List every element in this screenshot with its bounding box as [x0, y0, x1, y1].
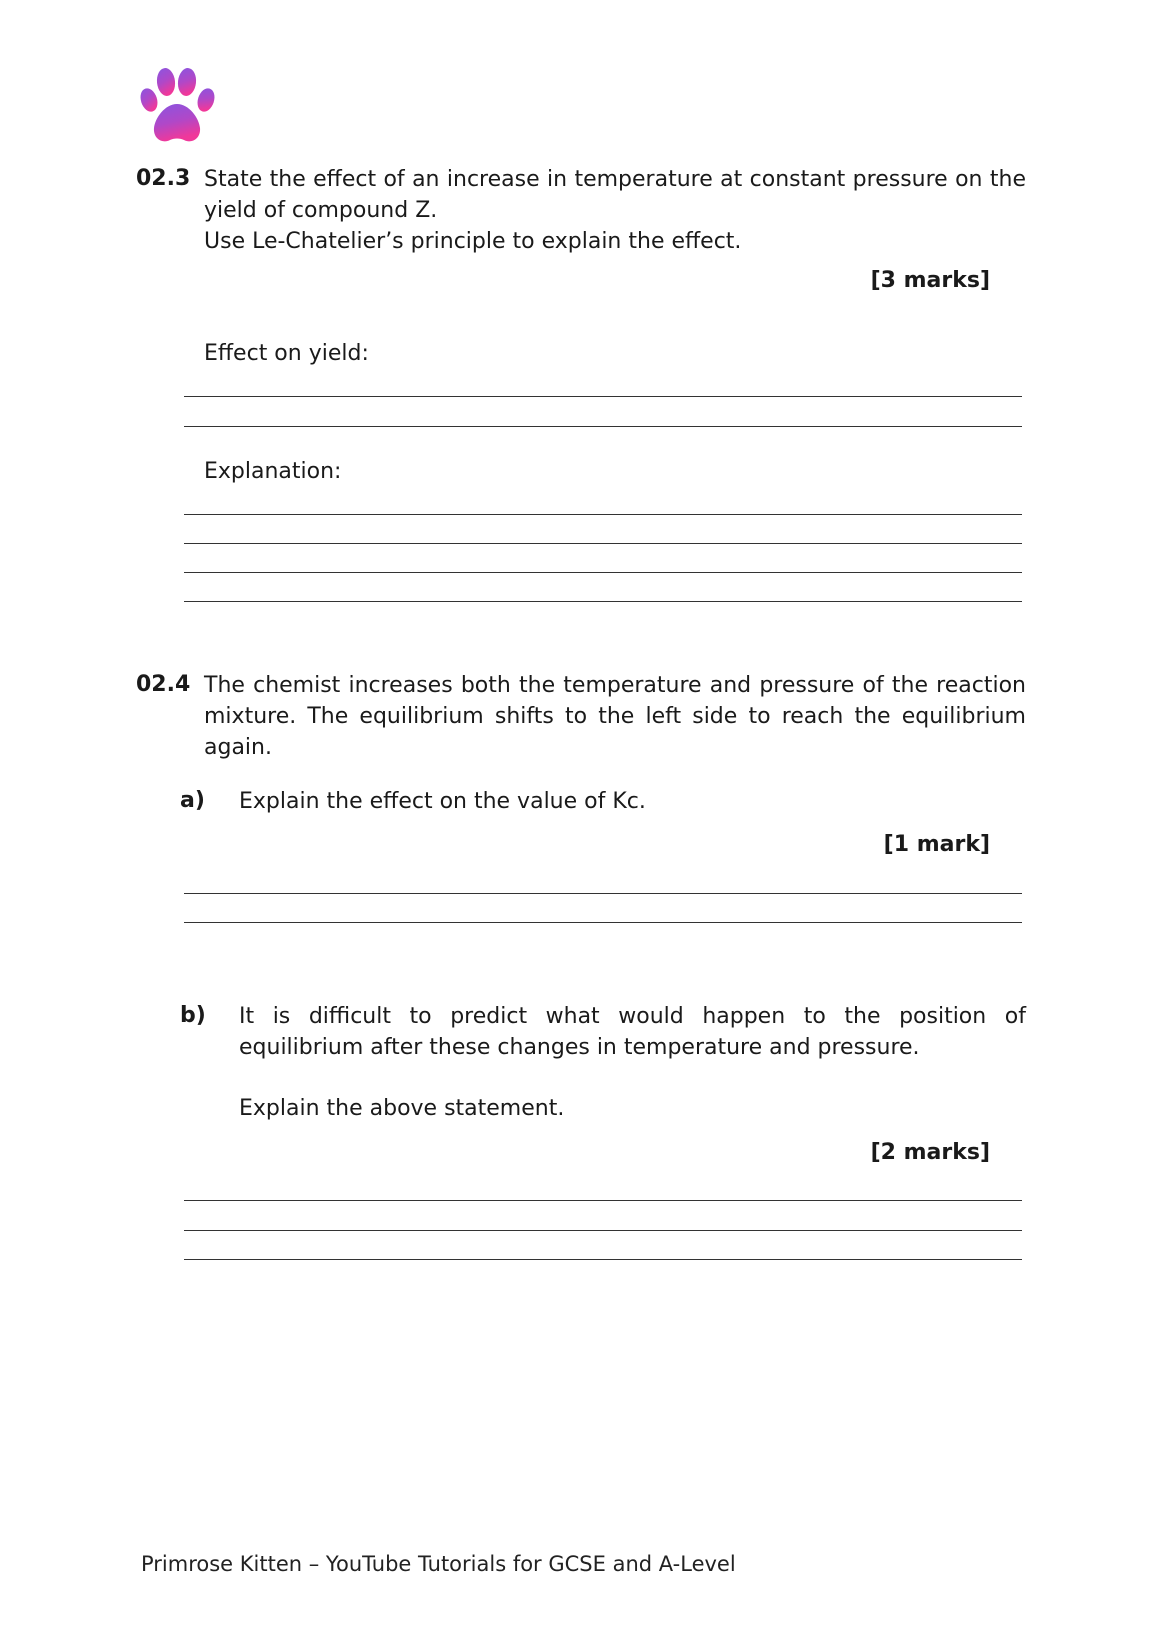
answer-line[interactable]	[184, 572, 1022, 573]
answer-line[interactable]	[184, 1200, 1022, 1201]
answer-line[interactable]	[184, 893, 1022, 894]
question-02-4-text: The chemist increases both the temperature and pressure of the reaction mixture. The equilibrium shifts to the left side to reach the equilibrium again.	[204, 673, 1026, 760]
answer-line[interactable]	[184, 1259, 1022, 1260]
marks-02-4-b: [2 marks]	[870, 1140, 990, 1165]
part-a-letter: a)	[180, 788, 205, 813]
page-footer: Primrose Kitten – YouTube Tutorials for GCSE and A-Level	[141, 1552, 736, 1576]
marks-02-4-a: [1 mark]	[883, 832, 990, 857]
explanation-label: Explanation:	[204, 459, 342, 484]
answer-line[interactable]	[184, 1230, 1022, 1231]
answer-line[interactable]	[184, 396, 1022, 397]
question-number-02-3: 02.3	[136, 166, 191, 191]
part-a-text: Explain the effect on the value of Kc.	[239, 789, 646, 814]
marks-02-3: [3 marks]	[870, 268, 990, 293]
answer-line[interactable]	[184, 426, 1022, 427]
answer-line[interactable]	[184, 922, 1022, 923]
effect-on-yield-label: Effect on yield:	[204, 341, 369, 366]
part-b-text: It is difficult to predict what would happen to the position of equilibrium after these changes in temperature and pressure.	[239, 1004, 1026, 1060]
answer-line[interactable]	[184, 601, 1022, 602]
paw-print-icon	[140, 66, 216, 148]
part-b-letter: b)	[180, 1003, 206, 1028]
question-02-3-line1: State the effect of an increase in temperature at constant pressure on the yield of compound Z.	[204, 167, 1026, 223]
question-02-3-line2: Use Le-Chatelier’s principle to explain the effect.	[204, 229, 742, 254]
answer-line[interactable]	[184, 543, 1022, 544]
question-02-3-text	[204, 164, 1026, 257]
question-number-02-4: 02.4	[136, 672, 191, 697]
answer-line[interactable]	[184, 514, 1022, 515]
part-b-text2: Explain the above statement.	[239, 1096, 565, 1121]
